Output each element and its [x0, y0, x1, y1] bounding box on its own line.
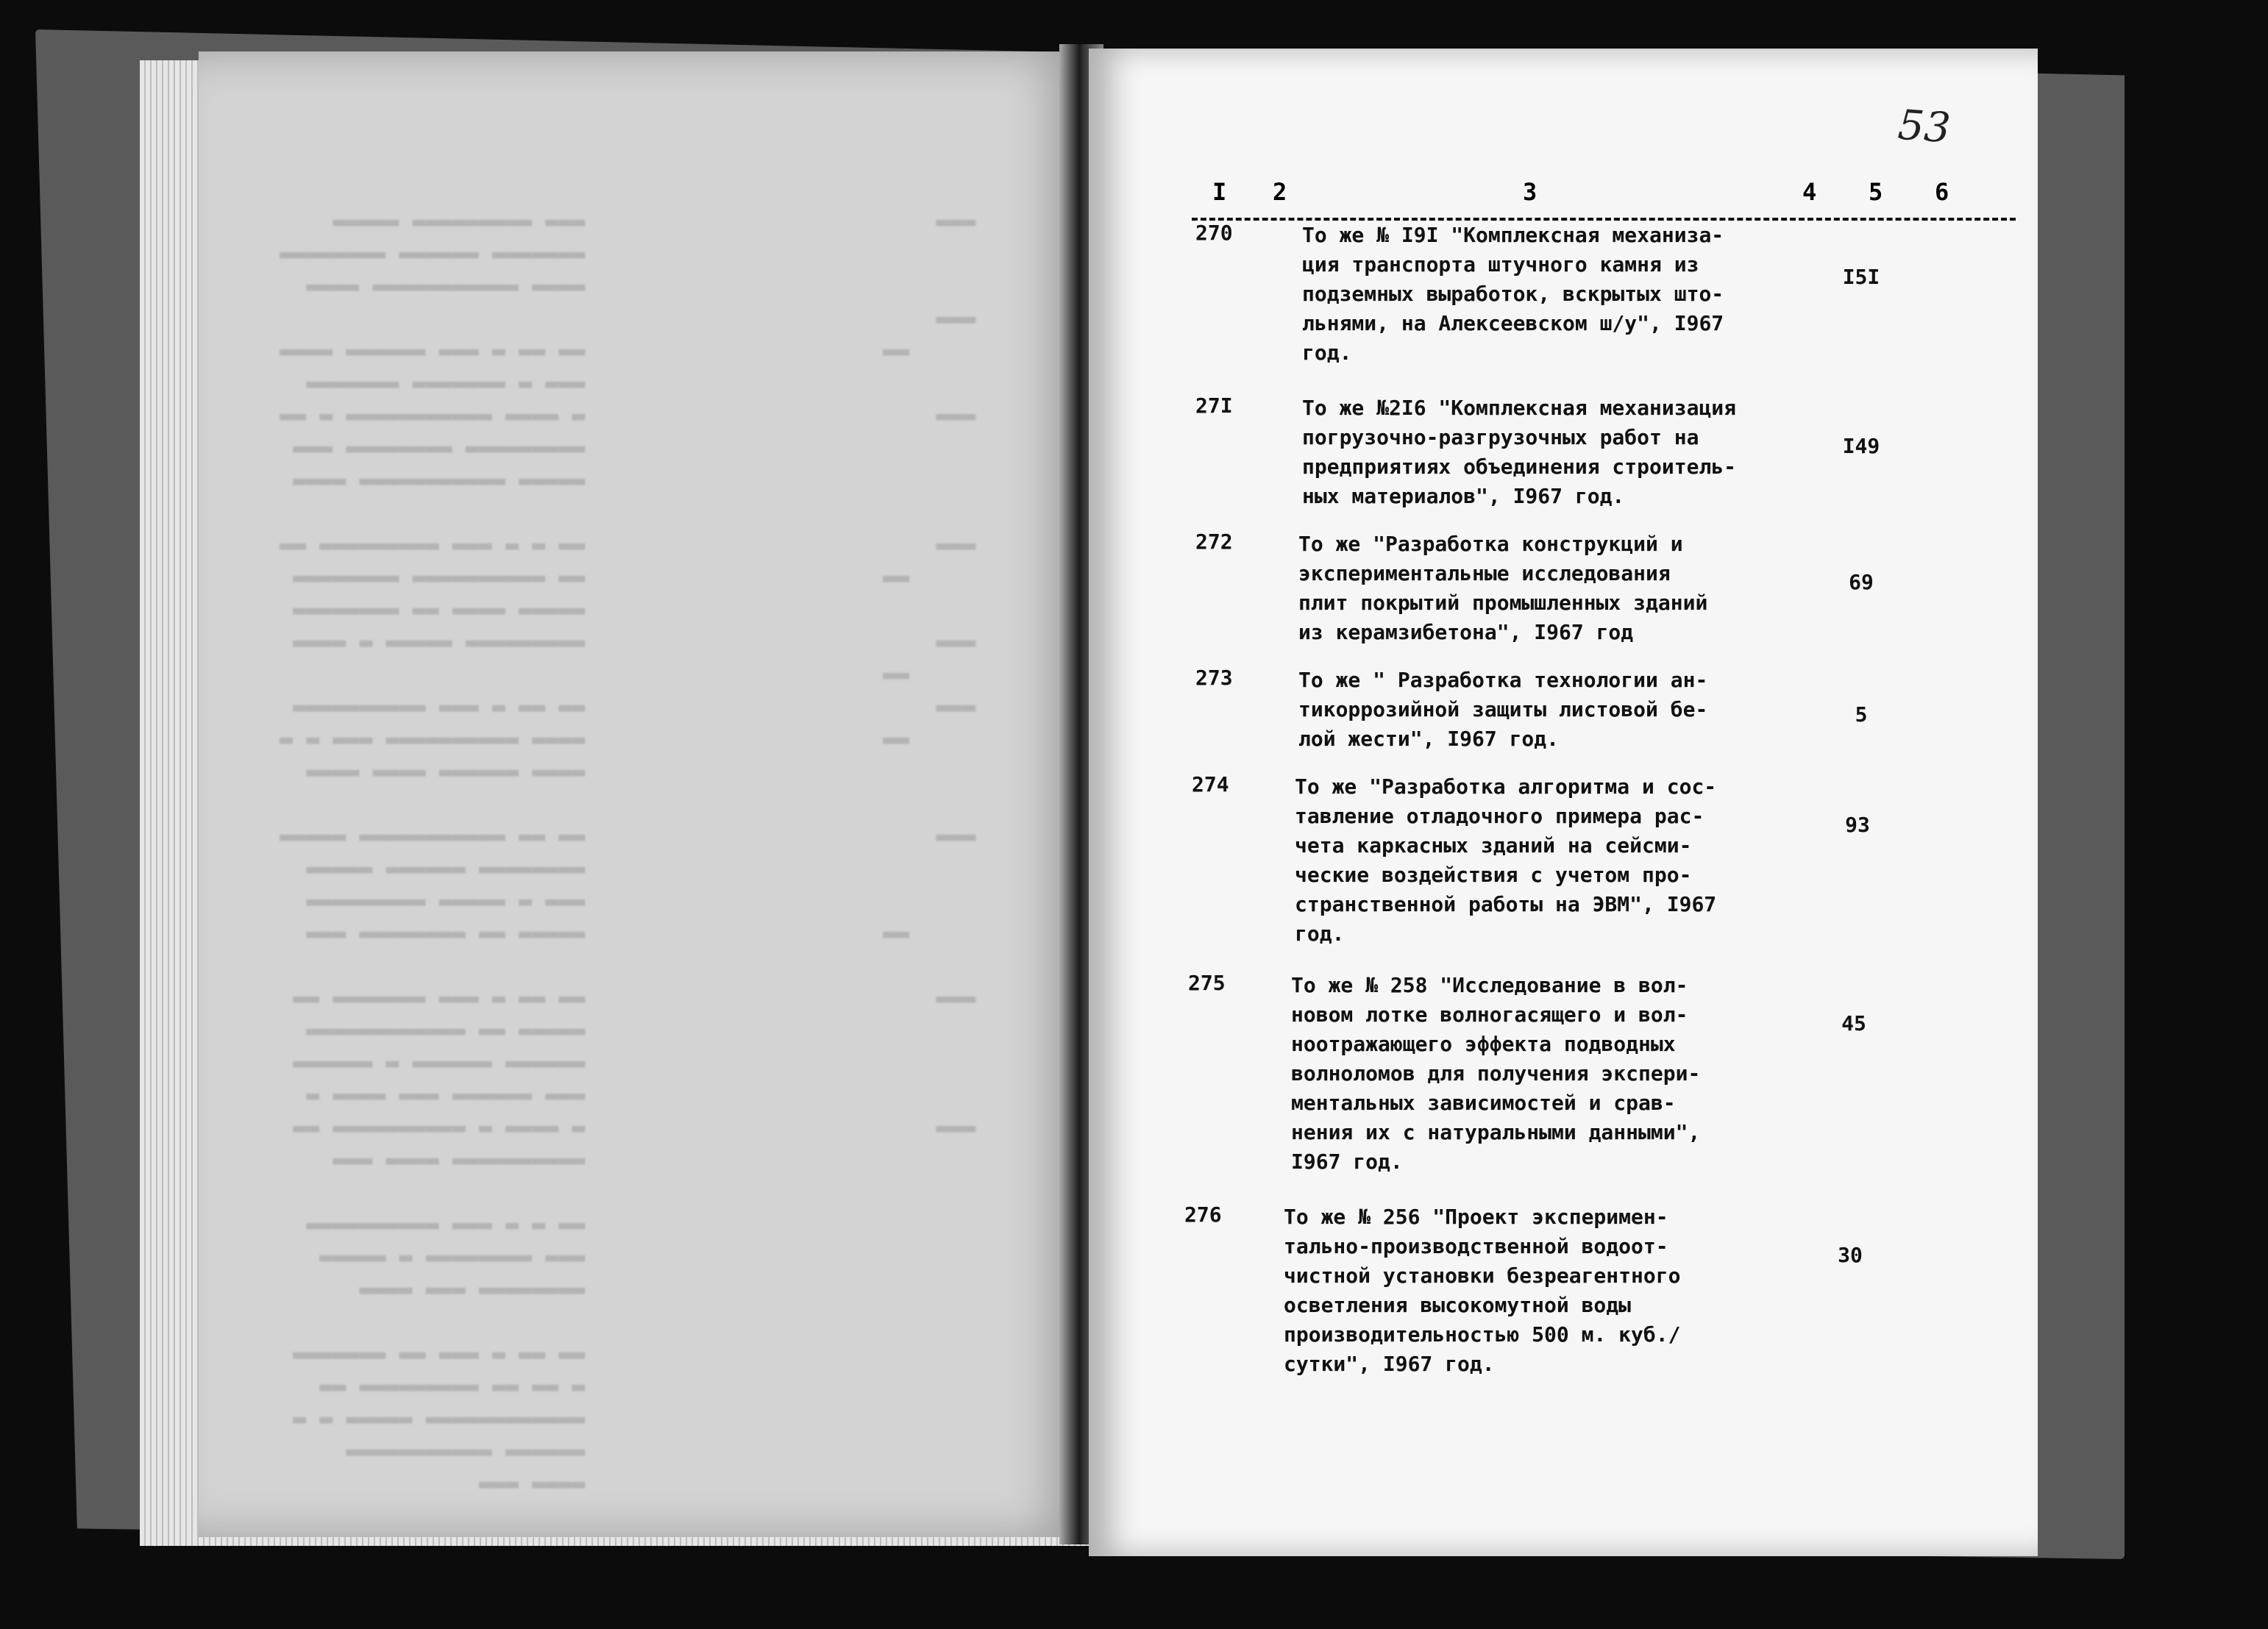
entry-description: То же " Разработка технологии ан- тикоррозийной защиты листовой бе- лой жести", I967 год.	[1298, 668, 1708, 751]
table-header	[1192, 174, 2016, 221]
column-header-5: 5	[1869, 178, 1883, 206]
entry-number: 274	[1192, 772, 1229, 796]
column-header-6: 6	[1935, 178, 1949, 206]
bleed-through-text: ▬▬▬ ▬▬▬▬▬▬▬▬▬ ▬▬▬▬▬ ▬▬▬▬▬▬▬ ▬▬▬▬▬▬ ▬▬▬▬▬▬▬▬ ▬▬▬▬ ▬▬▬▬▬▬▬▬▬▬▬ ▬▬▬▬ ▬▬ ▬▬ ▬ ▬▬▬ ▬▬▬▬▬▬ ▬▬▬▬ ▬▬▬ ▬ ▬▬▬▬▬▬▬ ▬▬▬▬▬▬▬ ▬ ▬▬▬▬ ▬▬▬▬▬▬▬▬▬▬▬ ▬ ▬▬ ▬▬▬▬▬▬▬▬▬ ▬▬▬▬▬▬▬▬ ▬▬▬ ▬▬▬▬▬ ▬▬▬▬▬▬▬▬▬▬▬ ▬▬▬▬ ▬▬ ▬ ▬ ▬▬▬ ▬▬▬▬▬▬▬▬▬ ▬▬ ▬▬ ▬▬▬▬▬▬▬▬▬▬ ▬▬▬▬▬▬▬▬ ▬▬▬▬▬ ▬▬▬▬ ▬▬ ▬▬▬▬▬▬▬▬ ▬▬▬▬▬▬▬▬▬ ▬▬▬▬▬ ▬ ▬▬▬▬ ▬▬ ▬▬ ▬ ▬▬▬ ▬▬▬▬▬▬▬▬▬▬ ▬▬▬▬ ▬▬▬▬▬▬▬▬▬▬ ▬▬▬ ▬ ▬ ▬▬▬▬ ▬▬▬▬▬▬ ▬▬▬▬ ▬▬▬▬ ▬▬ ▬▬ ▬▬▬▬▬▬▬▬▬▬▬ ▬▬▬▬▬ ▬▬▬▬▬▬▬▬ ▬▬▬▬▬▬ ▬▬▬▬▬ ▬▬▬ ▬ ▬▬▬▬▬ ▬▬▬▬▬▬▬▬▬ ▬▬▬▬▬ ▬▬ ▬▬▬▬▬▬▬▬ ▬▬▬ ▬▬ ▬▬ ▬ ▬▬▬ ▬▬▬▬▬▬▬ ▬▬ ▬▬▬▬▬ ▬▬ ▬▬▬▬▬▬▬▬▬▬▬▬ ▬▬▬▬▬▬ ▬▬▬▬▬▬ ▬ ▬▬▬▬▬▬ ▬▬▬ ▬▬▬▬▬▬ ▬▬▬ ▬▬▬▬ ▬ ▬ ▬▬▬▬ ▬ ▬▬▬▬▬▬▬▬▬▬ ▬▬ ▬▬▬▬▬▬▬▬▬▬ ▬▬▬▬ ▬▬▬ ▬▬ ▬ ▬ ▬▬▬ ▬▬▬▬▬▬▬▬▬▬ ▬▬▬ ▬▬▬▬▬▬▬▬ ▬ ▬▬▬▬▬ ▬▬▬▬▬▬▬▬ ▬▬▬ ▬▬▬▬ ▬▬ ▬▬ ▬ ▬▬▬ ▬▬ ▬▬▬▬▬▬▬ ▬ ▬▬ ▬▬ ▬▬▬▬▬▬▬▬▬ ▬▬ ▬▬▬▬▬▬▬▬▬▬▬▬ ▬▬▬▬▬ ▬ ▬ ▬▬▬▬▬▬ ▬▬▬▬▬▬▬▬▬▬▬ ▬▬▬▬ ▬▬▬	[280, 209, 586, 1497]
entry-count: 5	[1855, 702, 1868, 727]
column-header-3: 3	[1523, 178, 1538, 206]
entry-description: То же №2I6 "Комплексная механизация погрузочно-разгрузочных работ на предприятиях объединения строитель- ных материалов", I967 год.	[1302, 396, 1737, 508]
column-header-2: 2	[1273, 178, 1287, 206]
entry-count: 30	[1838, 1243, 1863, 1267]
entry-number: 273	[1195, 666, 1233, 690]
entry-description: То же "Разработка конструкций и экспериментальные исследования плит покрытий промышленных зданий из керамзибетона", I967 год	[1298, 532, 1708, 644]
entry-description: То же № I9I "Комплексная механиза- ция транспорта штучного камня из подземных выработок, вскрытых што- льнями, на Алексеевском ш/у", I967 год.	[1302, 223, 1724, 365]
entry-count: 93	[1845, 813, 1870, 837]
entry-number: 27I	[1195, 393, 1233, 418]
page-number: 53	[1896, 101, 1952, 153]
entry-number: 275	[1188, 971, 1226, 995]
entry-description: То же "Разработка алгоритма и сос- тавление отладочного примера рас- чета каркасных зданий на сейсми- ческие воздействия с учетом про- странственной работы на ЭВМ", I967 год.	[1295, 774, 1717, 946]
column-header-1: I	[1212, 178, 1227, 206]
column-header-4: 4	[1802, 178, 1817, 206]
left-page	[199, 51, 1081, 1537]
entry-number: 276	[1184, 1202, 1222, 1227]
entry-count: 45	[1841, 1011, 1866, 1035]
entry-description: То же № 258 "Исследование в вол- новом лотке волногасящего и вол- ноотражающего эффекта подводных волноломов для получения экспери- ментальных зависимостей и срав- нения их с натуральными данными", I967 год.	[1291, 973, 1701, 1174]
bleed-through-numbers: ▬▬▬ ▬▬▬ ▬▬ ▬▬▬ ▬▬▬ ▬▬ ▬▬▬ ▬▬ ▬▬▬ ▬▬ ▬▬▬ ▬▬ ▬▬▬ ▬▬▬	[883, 209, 976, 1141]
entry-count: I5I	[1842, 265, 1880, 289]
entry-count: 69	[1849, 570, 1874, 594]
entry-number: 272	[1195, 530, 1233, 554]
entry-description: То же № 256 "Проект эксперимен- тально-производственной водоот- чистной установки безреагентного осветления высокомутной воды производительностью 500 м. куб./ сутки", I967 год.	[1284, 1205, 1681, 1376]
entry-number: 270	[1195, 221, 1233, 245]
entry-count: I49	[1842, 434, 1880, 458]
